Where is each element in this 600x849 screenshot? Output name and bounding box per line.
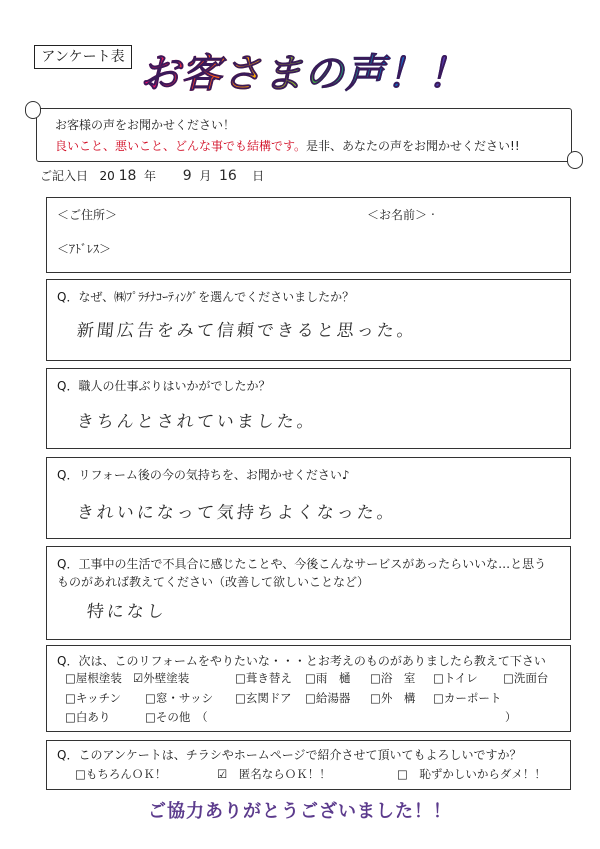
question-1-answer[interactable]: 新聞広告をみて信頼できると思った。 — [75, 321, 418, 341]
question-2-answer[interactable]: きちんとされていました。 — [75, 412, 318, 432]
option-carport[interactable]: □カーポート — [433, 691, 502, 705]
option-bathroom[interactable]: □浴 室 — [370, 671, 416, 685]
question-1-text: Q．なぜ、㈱ﾌﾟﾗﾁﾅｺｰﾃｨﾝｸﾞを選んでくださいましたか？ — [57, 290, 355, 304]
date-label: ご記入日 — [40, 169, 89, 183]
question-4-box — [46, 546, 571, 640]
reform-interest-box — [46, 645, 571, 732]
name-value[interactable]: . — [431, 204, 435, 218]
question-2-text: Q．職人の仕事ぶりはいかがでしたか？ — [57, 379, 271, 393]
question-1-box — [46, 279, 571, 361]
intro-highlight: 良いこと、悪いこと、どんな事でも結構です。 — [55, 139, 307, 153]
date-month[interactable]: 9 — [182, 168, 192, 184]
intro-line-2 — [55, 137, 520, 154]
email-label: ＜ｱﾄﾞﾚｽ＞ — [57, 242, 112, 256]
customer-info-box — [46, 197, 571, 273]
intro-line-1: お客様の声をお聞かせください！ — [55, 118, 236, 132]
option-roof-painting[interactable]: □屋根塗装 — [65, 671, 122, 685]
consent-option-anonymous-ok[interactable]: ☑ 匿名ならＯＫ！！ — [217, 767, 331, 781]
option-window-sash[interactable]: □窓・サッシ — [145, 691, 214, 705]
question-3-answer[interactable]: きれいになって気持ちよくなった。 — [75, 503, 398, 523]
consent-option-ok[interactable]: □もちろんＯＫ！ — [75, 767, 167, 781]
page-title: お客さまの声！！ — [140, 42, 468, 99]
date-year-unit: 年 — [144, 169, 157, 183]
option-other-close: ） — [505, 710, 517, 724]
question-4-answer[interactable]: 特になし — [85, 602, 168, 622]
option-exterior[interactable]: □外 構 — [370, 691, 416, 705]
question-3-text: Q．リフォーム後の今の気持ちを、お聞かせください♪ — [57, 468, 350, 482]
option-entrance-door[interactable]: □玄関ドア — [235, 691, 292, 705]
option-reroofing[interactable]: □葺き替え — [235, 671, 292, 685]
name-label: ＜お名前＞ — [367, 208, 428, 222]
reform-question: Q．次は、このリフォームをやりたいな・・・とお考えのものがありましたら教えて下さい — [57, 654, 546, 668]
date-day[interactable]: 16 — [218, 168, 237, 184]
date-day-unit: 日 — [252, 169, 265, 183]
date-month-unit: 月 — [199, 169, 212, 183]
option-termite[interactable]: □白あり — [65, 710, 111, 724]
question-4-text-line-1: Q．工事中の生活で不具合に感じたことや、今後こんなサービスがあったらいいな…と思う — [57, 557, 547, 571]
thank-you-message: ご協力ありがとうございました！！ — [148, 801, 452, 822]
question-4-text-line-2: ものがあれば教えてください（改善して欲しいことなど） — [57, 575, 370, 589]
option-other[interactable]: □その他 （ — [145, 710, 208, 724]
question-3-box — [46, 457, 571, 539]
option-kitchen[interactable]: □キッチン — [65, 691, 122, 705]
option-rain-gutter[interactable]: □雨 樋 — [305, 671, 351, 685]
form-type-label: アンケート表 — [34, 45, 132, 69]
consent-option-no[interactable]: □ 恥ずかしいからダメ！！ — [397, 767, 546, 781]
intro-rest: 是非、あなたの声をお聞かせください!! — [306, 139, 520, 153]
option-toilet[interactable]: □トイレ — [433, 671, 478, 685]
publication-consent-box — [46, 740, 571, 790]
address-label: ＜ご住所＞ — [57, 208, 118, 222]
question-2-box — [46, 368, 571, 449]
option-water-heater[interactable]: □給湯器 — [305, 691, 351, 705]
consent-question: Q．このアンケートは、チラシやホームページで紹介させて頂いてもよろしいですか？ — [57, 748, 522, 762]
option-washbasin[interactable]: □洗面台 — [503, 671, 549, 685]
option-exterior-wall-painting[interactable]: ☑外壁塗装 — [133, 671, 190, 685]
date-year[interactable]: 18 — [118, 168, 137, 184]
entry-date — [40, 167, 264, 184]
date-era: 20 — [99, 169, 115, 183]
